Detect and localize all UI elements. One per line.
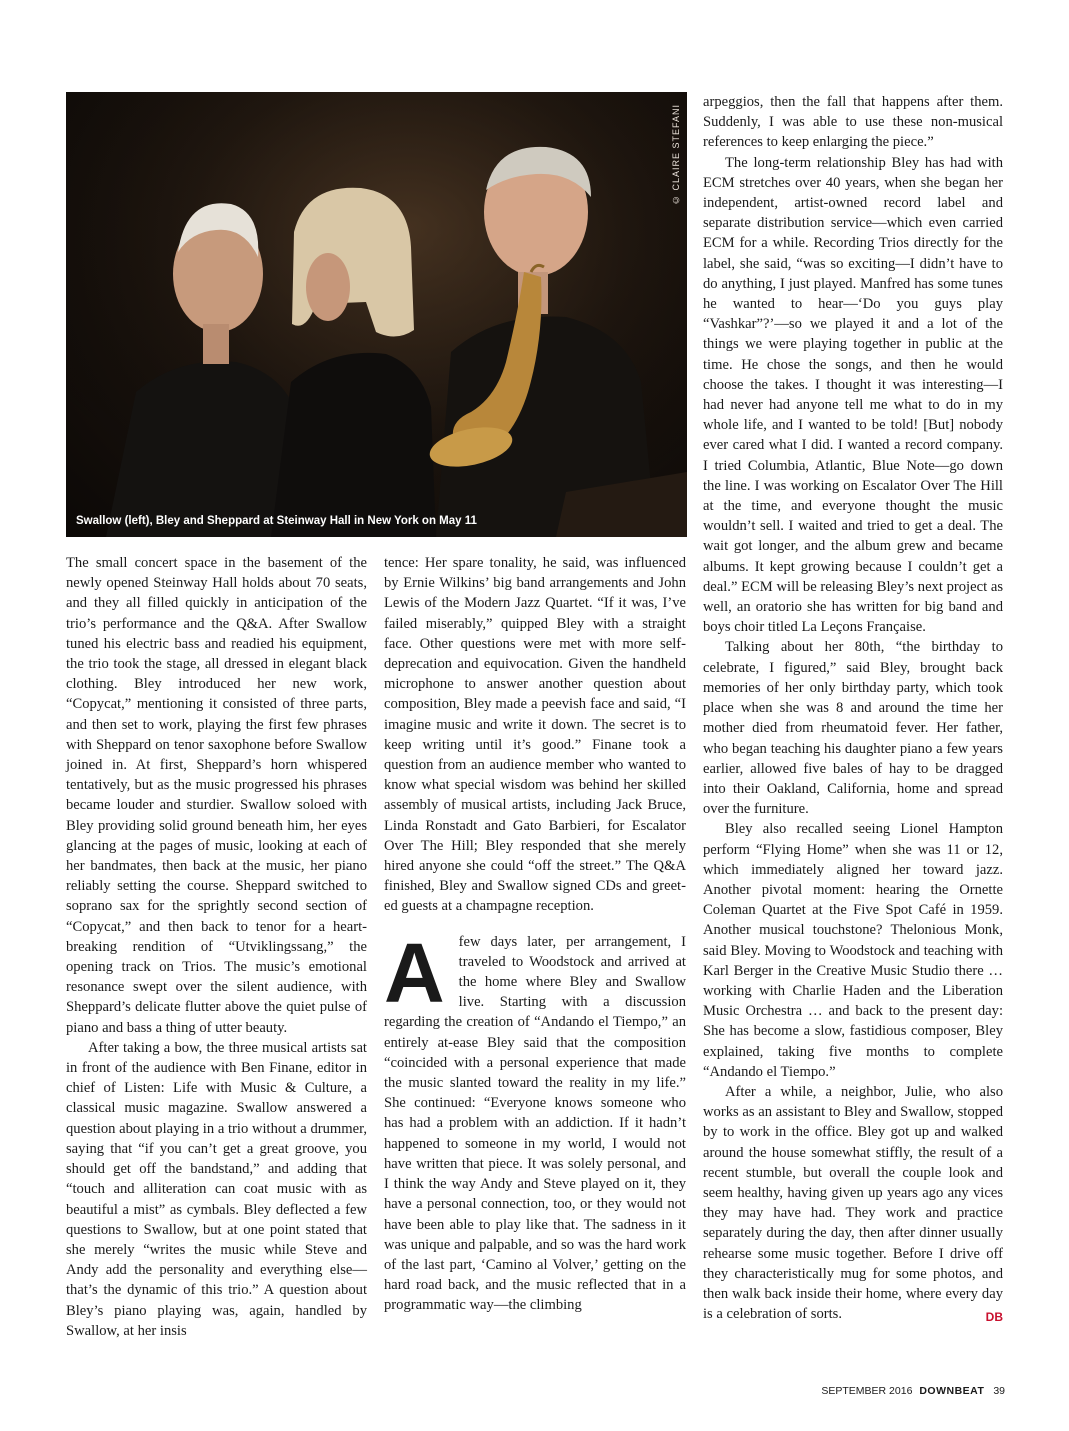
page-footer	[821, 1385, 1005, 1397]
drop-cap: A	[384, 925, 445, 1020]
paragraph: Bley also recalled seeing Lionel Hampton perform “Flying Home” when she was 11 or 12, which immediately aligned her toward jazz. Another pivotal moment: hearing the Ornette Coleman Quartet at the Five Spot Café in 1959. Another musical touchstone? Thelonious Monk, said Bley. Moving to Woodstock and teaching with Karl Berger in the Creative Music Studio there … working with Charlie Haden and the Liberation Music Orchestra … and back to the present day: She has become a slow, fastidious composer, Bley explained, taking five months to complete “Andando el Tiempo.”	[703, 821, 1003, 1080]
trio-photo-illustration	[66, 92, 687, 537]
issue-date: SEPTEMBER 2016	[821, 1385, 913, 1397]
paragraph: After taking a bow, the three musical artists sat in front of the audience with Ben Finane, editor in chief of Listen: Life with Music & Culture, a classical music magazine. Swallow answered a question about playing in a trio without a drummer, saying that “if you can’t get a great groove, you should get off the bandstand,” and adding that “touch and alliteration can coat music with as beautiful a mist” as cymbals. Bley deflected a few questions to Swallow, but at one point stated that she merely “writes the music while Steve and Andy add the personality and everything else—that’s the dynamic of this trio.” A question about Bley’s piano playing was, again, handled by Swallow, at her insis	[66, 1039, 367, 1339]
paragraph-text: few days later, per arrangement, I traveled to Woodstock and arrived at the home where Bley and Swallow live. Starting with a discussion regarding the creation of “Andando el Tiempo,” an entirely at-ease Bley said that the composition “coincided with a personal experience that made the music slanted toward the reality in my life.” She continued: “Everyone knows someone who has had a problem with an addiction. If it hadn’t happened to someone in my world, I would not have written that piece. It was solely personal, and I think the way Andy and Steve played on it, they have a personal connection, too, or they would not have been able to play like that. The sadness in it was unique and palpable, and so was the hard work of the last part, ‘Camino al Volver,’ getting on the hard road back, and the music reflected that in a programmatic way—the climbing	[384, 933, 686, 1314]
article-column-1	[66, 553, 367, 1341]
paragraph-text: After a while, a neighbor, Julie, who also works as an assistant to Bley and Swallow, stopped by to work in the office. Bley got up and walked around the house somewhat stiffly, the result of a recent stumble, but overall the couple look and seem healthy, having given up years ago any vices they may have had. They work and practice separately during the day, then after dinner usually rehearse some music together. Before I drive off they characteristically mug for some photos, and then walk back inside their home, where every day is a celebration of sorts.	[703, 1083, 1003, 1323]
paragraph: arpeggios, then the fall that happens after them. Suddenly, I was able to use these non-musical references to keep enlarging the piece.”	[703, 94, 1003, 151]
magazine-name: DOWNBEAT	[919, 1385, 985, 1397]
paragraph: Talking about her 80th, “the birthday to celebrate, I figured,” said Bley, brought back memories of her only birthday party, which took place when she was 8 and around the time her mother died from rheumatoid fever. Her father, who began teaching his daughter piano a few years earlier, allowed five bales of hay to be dragged into their Oakland, California, home and spread over the furniture.	[703, 639, 1003, 818]
end-mark: DB	[985, 1310, 1003, 1325]
photo-caption: Swallow (left), Bley and Sheppard at Steinway Hall in New York on May 11	[76, 515, 477, 527]
concert-photo	[66, 92, 687, 537]
article-column-3	[703, 92, 1003, 1327]
drop-cap-paragraph	[384, 925, 686, 1316]
article-column-2	[384, 553, 686, 1316]
paragraph: The small concert space in the basement of the newly opened Steinway Hall holds about 70 seats, and they all filled quickly in anticipation of the trio’s performance and the Q&A. After Swallow tuned his electric bass and readied his equipment, the trio took the stage, all dressed in elegant black clothing. Bley introduced her new work, “Copycat,” mentioning it consisted of three parts, and then set to work, playing the first few phrases with Sheppard on tenor saxophone before Swallow joined in. At first, Sheppard’s horn whispered tentatively, but as the music progressed his phrases became louder and sturdier. Swallow soloed with Bley providing solid ground beneath him, her eyes glancing at the pages of music, looking at each of her bandmates, then back at the music, her piano reliably setting the course. Sheppard switched to soprano sax for the sprightly second section of “Copycat,” and then back to tenor for a heartbreaking rendition of “Utviklingssang,” the opening track on Trios. The music’s emotional resonance swept over the silent audience, with Sheppard’s delicate flutter above the quiet pulse of piano and bass a thing of utter beauty.	[66, 555, 367, 1036]
paragraph	[703, 1082, 1003, 1324]
photo-credit: © CLAIRE STEFANI	[671, 104, 681, 206]
page-number: 39	[993, 1385, 1005, 1397]
paragraph: The long-term relationship Bley has had with ECM stretches over 40 years, when she began her independent, artist-owned record label and separate distribution service—which even carried ECM for a while. Recording Trios directly for the label, she said, “was so exciting—I didn’t have to do anything, I just played. Manfred has some tunes he wanted to hear—‘Do you guys play “Vashkar”?’—so we played it and a lot of the things we were playing together in public at the time. He chose the songs, and then he would choose the takes. I thought it was interesting—I had never had anyone tell me what to do in my whole life, and I wanted to be told! [But] nobody ever cared what I did. I wanted a record company. I tried Columbia, Atlantic, Blue Note—go down the line. I was working on Escalator Over The Hill at the time, and everyone thought the music wouldn’t sell. I waited and tried to get a deal. The wait got longer, and the album grew and became albums. It kept growing because I couldn’t get a deal.” ECM will be releasing Bley’s next project as well, an oratorio she has written for big band and boys choir titled La Leçons Française.	[703, 154, 1003, 636]
paragraph: tence: Her spare tonality, he said, was influenced by Ernie Wilkins’ big band arrangements and John Lewis of the Modern Jazz Quartet. “If it was, I’ve failed miserably,” quipped Bley with a straight face. Other questions were met with more self-deprecation and equivocation. Given the handheld microphone to answer another question about composition, Bley made a peevish face and said, “I imagine music and write it down. The secret is to keep writing until it’s good.” Finane took a question from an audience member who wanted to know what special wisdom was behind her skilled assembly of musical artists, including Jack Bruce, Linda Ronstadt and Gato Barbieri, for Escalator Over The Hill; Bley responded that she merely hired anyone she could “off the street.” The Q&A finished, Bley and Swallow signed CDs and greeted guests at a champagne reception.	[384, 555, 686, 915]
